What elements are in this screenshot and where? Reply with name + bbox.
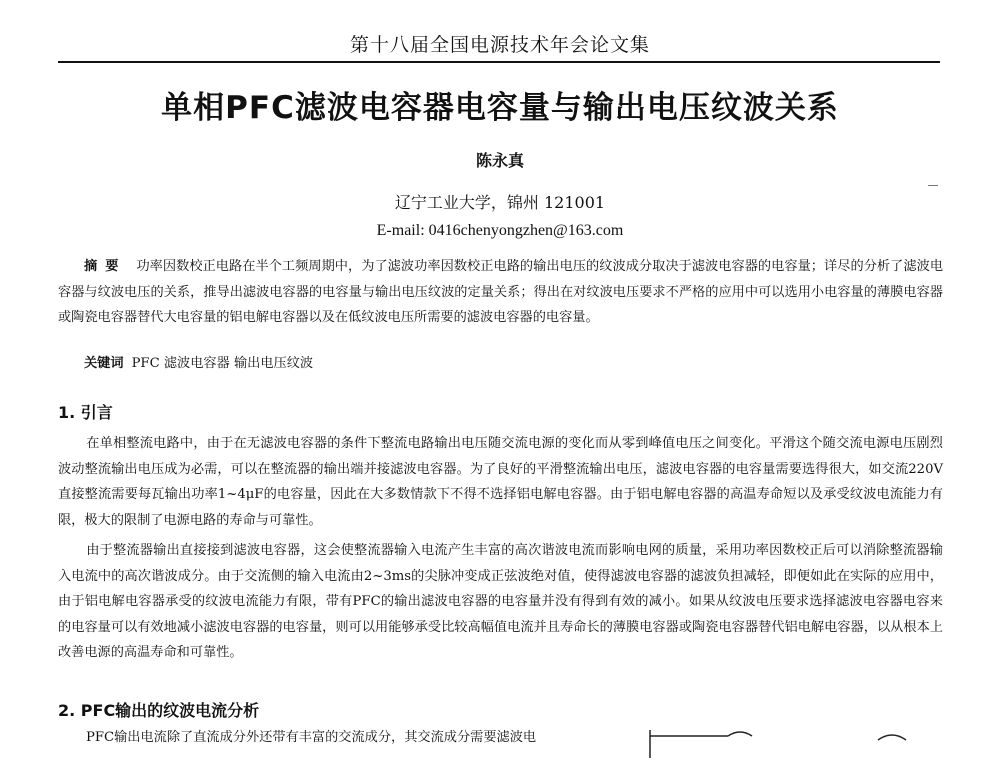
figure-arc xyxy=(728,732,752,736)
paper-author: 陈永真 xyxy=(475,151,524,170)
keywords xyxy=(58,351,943,377)
section-2-paragraph-1-text: PFC输出电流除了直流成分外还带有丰富的交流成分，其交流成分需要滤波电 xyxy=(86,730,537,745)
section-2-paragraph-1 xyxy=(58,725,618,751)
running-head: 第十八届全国电源技术年会论文集 xyxy=(349,34,650,56)
section-1-paragraph-2-text: 由于整流器输出直接接到滤波电容器，这会使整流器输入电流产生丰富的高次谐波电流而影响电网的质量，采用功率因数校正后可以消除整流器输入电流中的高次谐波成分。由于交流侧的输入电流由2~3ms的尖脉冲变成正弦波绝对值，使得滤波电容器的滤波负担减轻，即便如此在实际的应用中，由于铝电解电容器承受的纹波电流能力有限，带有PFC的输出滤波电容器的电容量并没有得到有效的减小。如果从纹波电压要求选择滤波电容器电容来的电容量可以有效地减小滤波电容器的电容量，则可以用能够承受比较高幅值电流并且寿命长的薄膜电容器或陶瓷电容器替代铝电解电容器，以从根本上改善电源的高温寿命和可靠性。 xyxy=(58,543,943,660)
section-1-paragraph-1 xyxy=(58,431,943,533)
scan-mark xyxy=(928,185,938,186)
figure-arc xyxy=(878,735,906,740)
header-rule xyxy=(58,61,940,63)
circuit-figure-fragment xyxy=(648,728,938,760)
abstract-label: 摘要 xyxy=(84,259,127,274)
keywords-text: PFC 滤波电容器 输出电压纹波 xyxy=(131,356,314,371)
paper-title: 单相PFC滤波电容器电容量与输出电压纹波关系 xyxy=(161,90,839,126)
keywords-label: 关键词 xyxy=(84,356,124,371)
paper-affiliation: 辽宁工业大学，锦州 121001 xyxy=(394,193,606,212)
section-1-paragraph-2 xyxy=(58,538,943,666)
abstract xyxy=(58,254,943,331)
section-2-heading: 2. PFC输出的纹波电流分析 xyxy=(58,701,260,720)
section-1-paragraph-1-text: 在单相整流电路中，由于在无滤波电容器的条件下整流电路输出电压随交流电源的变化而从零到峰值电压之间变化。平滑这个随交流电源电压剧烈波动整流输出电压成为必需，可以在整流器的输出端并接滤波电容器。为了良好的平滑整流输出电压，滤波电容器的电容量需要选得很大，如交流220V直接整流需要每瓦输出功率1~4μF的电容量，因此在大多数情款下不得不选择铝电解电容器。由于铝电解电容器的高温寿命短以及承受纹波电流能力有限，极大的限制了电源电路的寿命与可靠性。 xyxy=(58,436,943,528)
abstract-text: 功率因数校正电路在半个工频周期中，为了滤波功率因数校正电路的输出电压的纹波成分取决于滤波电容器的电容量；详尽的分析了滤波电容器与纹波电压的关系，推导出滤波电容器的电容量与输出电压纹波的定量关系；得出在对纹波电压要求不严格的应用中可以选用小电容量的薄膜电容器或陶瓷电容器替代大电容量的铝电解电容器以及在低纹波电压所需要的滤波电容器的电容量。 xyxy=(58,259,944,325)
section-1-heading: 1. 引言 xyxy=(58,403,113,422)
paper-email: E-mail: 0416chenyongzhen@163.com xyxy=(376,222,624,239)
